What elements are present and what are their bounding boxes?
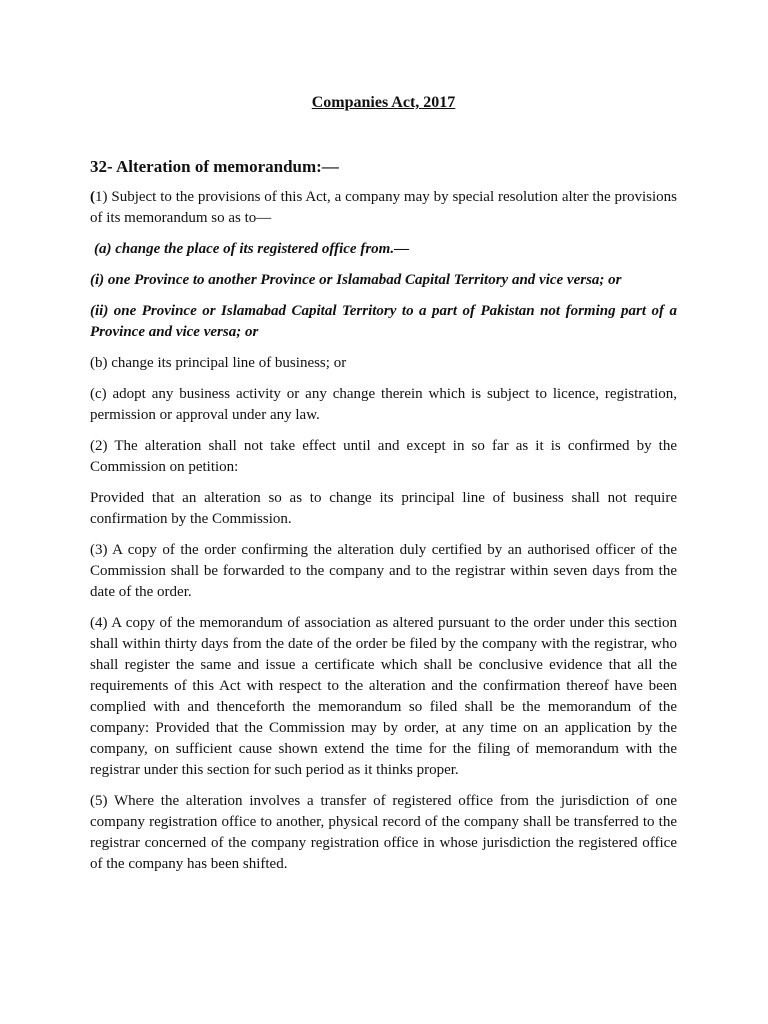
document-page [90,92,677,885]
clause-a: (a) change the place of its registered office from.— [94,241,410,257]
clause-ii: (ii) one Province or Islamabad Capital Territory to a part of Pakistan not forming part of a Province and vice versa; or [90,303,677,340]
paragraph-2: (2) The alteration shall not take effect until and except in so far as it is confirmed by the Commission on petition: [90,438,677,475]
paragraph-1-open-paren: ( [90,189,95,205]
section-heading: 32- Alteration of memorandum:— [90,157,339,176]
clause-b: (b) change its principal line of business; or [90,355,347,371]
paragraph-4: (4) A copy of the memorandum of association as altered pursuant to the order under this section shall within thirty days from the date of the order be filed by the company with the registrar, who shall register the same and issue a certificate which shall be conclusive evidence that all the requirements of this Act with respect to the alteration and the confirmation thereof have been complied with and thenceforth the memorandum so filed shall be the memorandum of the company: Provided that the Commission may by order, at any time on an application by the company, on sufficient cause shown extend the time for the filing of memorandum with the registrar under this section for such period as it thinks proper. [90,615,677,778]
paragraph-1 [90,187,677,229]
proviso-paragraph: Provided that an alteration so as to change its principal line of business shall not require confirmation by the Commission. [90,490,677,527]
paragraph-5: (5) Where the alteration involves a transfer of registered office from the jurisdiction of one company registration office to another, physical record of the company shall be transferred to the registrar concerned of the company registration office in whose jurisdiction the registered office of the company has been shifted. [90,793,677,872]
paragraph-3: (3) A copy of the order confirming the alteration duly certified by an authorised officer of the Commission shall be forwarded to the company and to the registrar within seven days from the date of the order. [90,542,677,600]
paragraph-1-text: 1) Subject to the provisions of this Act, a company may by special resolution alter the provisions of its memorandum so as to— [90,189,677,226]
clause-i: (i) one Province to another Province or Islamabad Capital Territory and vice versa; or [90,272,622,288]
clause-c: (c) adopt any business activity or any change therein which is subject to licence, registration, permission or approval under any law. [90,386,677,423]
document-title: Companies Act, 2017 [311,94,456,111]
